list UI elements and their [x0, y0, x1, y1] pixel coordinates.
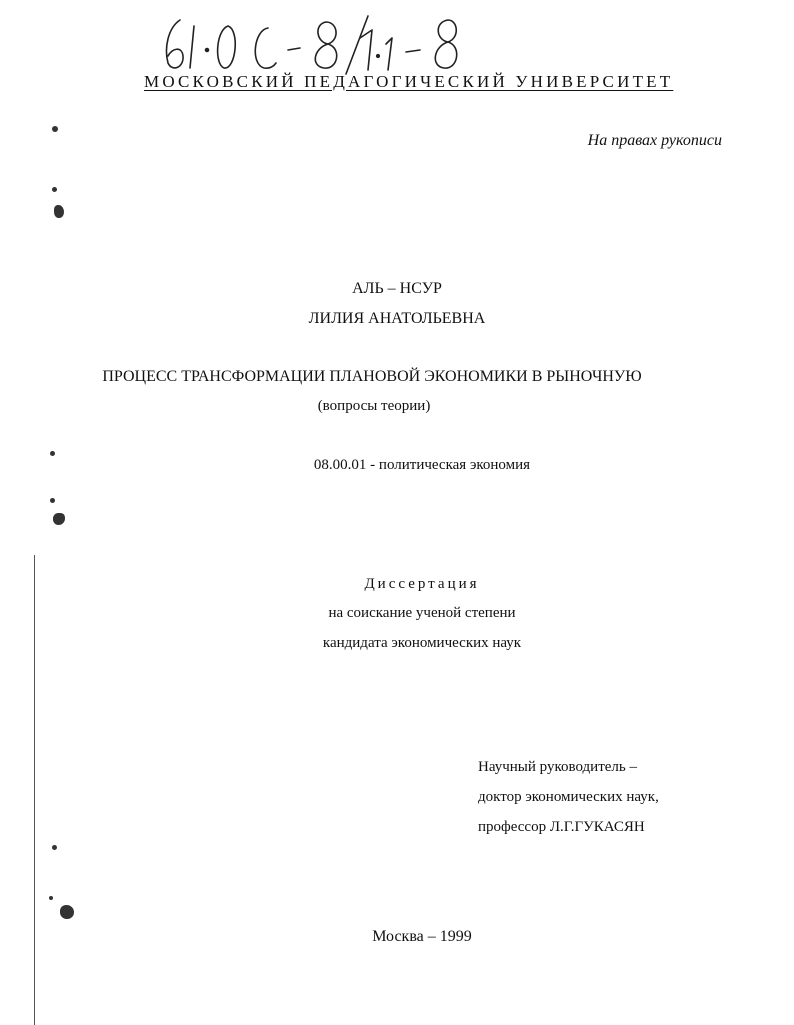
- dissertation-label: Диссертация: [364, 576, 480, 592]
- scan-speck-9: [60, 905, 74, 919]
- scan-speck-5: [50, 498, 55, 503]
- scan-speck-8: [49, 896, 53, 900]
- author-surname: АЛЬ – НСУР: [352, 280, 442, 297]
- scan-speck-1: [52, 126, 58, 132]
- author-name: ЛИЛИЯ АНАТОЛЬЕВНА: [308, 310, 486, 327]
- thesis-title: ПРОЦЕСС ТРАНСФОРМАЦИИ ПЛАНОВОЙ ЭКОНОМИКИ В РЫНОЧНУЮ: [102, 368, 642, 385]
- supervisor-block: [478, 752, 659, 842]
- city-year: Москва – 1999: [372, 928, 472, 945]
- scan-speck-2: [52, 187, 57, 192]
- supervisor-line-1: Научный руководитель –: [478, 759, 637, 775]
- degree-line-2: кандидата экономических наук: [322, 635, 522, 651]
- scan-speck-7: [52, 845, 57, 850]
- thesis-subtitle: (вопросы теории): [317, 398, 431, 414]
- scan-speck-4: [50, 451, 55, 456]
- scan-speck-6: [53, 513, 65, 525]
- supervisor-line-2: доктор экономических наук,: [478, 789, 659, 805]
- university-heading: МОСКОВСКИЙ ПЕДАГОГИЧЕСКИЙ УНИВЕРСИТЕТ: [144, 72, 674, 91]
- specialty-code: 08.00.01 - политическая экономия: [313, 457, 531, 473]
- degree-line-1: на соискание ученой степени: [328, 605, 516, 621]
- handwritten-archive-code: [150, 8, 490, 78]
- scan-speck-3: [54, 205, 64, 218]
- supervisor-line-3: профессор Л.Г.ГУКАСЯН: [478, 819, 645, 835]
- rights-note: На правах рукописи: [587, 132, 722, 149]
- scan-margin-line: [34, 555, 35, 1025]
